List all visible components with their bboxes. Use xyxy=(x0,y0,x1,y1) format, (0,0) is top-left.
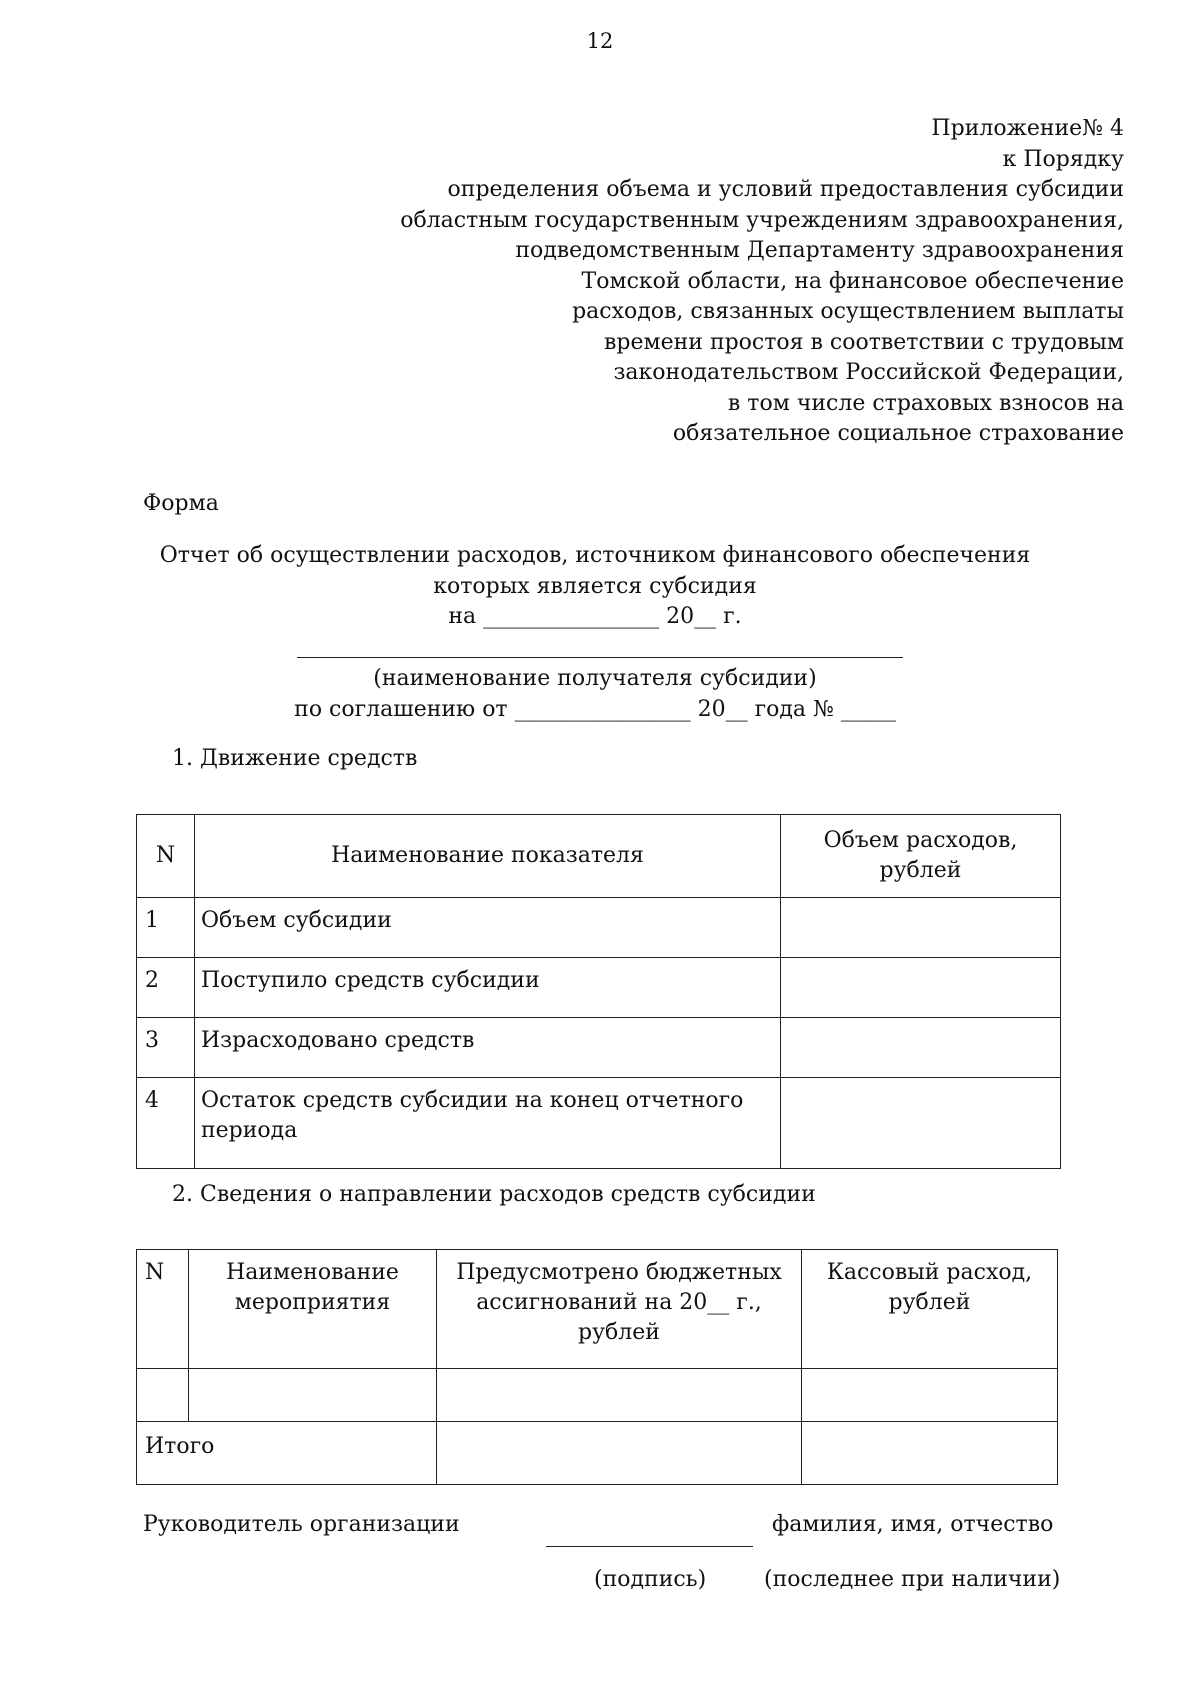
signature-blank-line xyxy=(546,1546,753,1547)
table-header-row xyxy=(137,815,1061,898)
appendix-line: в том числе страховых взносов на xyxy=(727,390,1124,416)
row-amount-cell[interactable] xyxy=(781,1018,1061,1078)
appendix-line: обязательное социальное страхование xyxy=(672,421,1124,446)
funds-movement-table xyxy=(136,814,1061,1169)
table-header-row xyxy=(137,1250,1058,1369)
column-header-planned xyxy=(437,1250,802,1369)
table-row xyxy=(137,1369,1058,1422)
recipient-block xyxy=(140,664,1050,725)
report-date-line: на ________________ 20__ г. xyxy=(448,604,742,629)
table-row xyxy=(137,958,1061,1018)
column-header-n: N xyxy=(137,1250,189,1369)
appendix-line: подведомственным Департаменту здравоохранения xyxy=(515,238,1124,263)
appendix-line: определения объема и условий предоставления субсидии xyxy=(447,177,1124,202)
empty-cash-cell[interactable] xyxy=(802,1369,1058,1422)
row-amount-cell[interactable] xyxy=(781,898,1061,958)
column-header-amount xyxy=(781,815,1061,898)
table-row xyxy=(137,898,1061,958)
header-line: Кассовый расход, xyxy=(826,1260,1033,1285)
empty-planned-cell[interactable] xyxy=(437,1369,802,1422)
appendix-line: времени простоя в соответствии с трудовым xyxy=(604,329,1124,355)
header-line: Наименование xyxy=(226,1260,399,1285)
empty-n-cell[interactable] xyxy=(137,1369,189,1422)
expense-direction-table xyxy=(136,1249,1058,1485)
patronymic-note: (последнее при наличии) xyxy=(764,1567,1061,1592)
report-title-line: Отчет об осуществлении расходов, источником финансового обеспечения xyxy=(159,543,1031,568)
appendix-line: Томской области, на финансовое обеспечение xyxy=(581,268,1124,294)
form-label: Форма xyxy=(143,491,219,516)
header-line: рублей xyxy=(578,1320,660,1345)
appendix-line: областным государственным учреждениям здравоохранения, xyxy=(400,207,1124,233)
total-row xyxy=(137,1422,1058,1485)
total-cash-cell[interactable] xyxy=(802,1422,1058,1485)
row-number: 3 xyxy=(137,1018,195,1078)
column-header-cash xyxy=(802,1250,1058,1369)
recipient-name-blank-line xyxy=(297,657,903,658)
header-line: ассигнований на 20__ г., xyxy=(476,1290,762,1315)
appendix-line: расходов, связанных осуществлением выплаты xyxy=(572,299,1124,324)
row-amount-cell[interactable] xyxy=(781,958,1061,1018)
header-line: рублей xyxy=(879,858,962,883)
header-line: Объем расходов, xyxy=(823,828,1018,853)
header-line: рублей xyxy=(888,1290,971,1315)
appendix-line: к Порядку xyxy=(1002,146,1124,172)
total-planned-cell[interactable] xyxy=(437,1422,802,1485)
appendix-line: Приложение№ 4 xyxy=(931,116,1124,141)
indicator-name-line: периода xyxy=(201,1118,298,1143)
table-row xyxy=(137,1018,1061,1078)
full-name-label: фамилия, имя, отчество xyxy=(772,1512,1054,1537)
row-indicator-name xyxy=(195,1078,781,1169)
head-of-organization-label: Руководитель организации xyxy=(143,1512,460,1537)
total-label: Итого xyxy=(137,1422,437,1485)
section-2-heading: 2. Сведения о направлении расходов средств субсидии xyxy=(172,1182,816,1207)
indicator-name-line: Остаток средств субсидии на конец отчетного xyxy=(201,1088,744,1113)
agreement-line: по соглашению от ________________ 20__ года № _____ xyxy=(294,696,896,722)
column-header-indicator: Наименование показателя xyxy=(195,815,781,898)
row-number: 1 xyxy=(137,898,195,958)
recipient-caption: (наименование получателя субсидии) xyxy=(373,666,817,691)
empty-event-cell[interactable] xyxy=(189,1369,437,1422)
row-number: 2 xyxy=(137,958,195,1018)
section-1-heading: 1. Движение средств xyxy=(172,746,418,771)
row-amount-cell[interactable] xyxy=(781,1078,1061,1169)
page-number: 12 xyxy=(586,29,614,53)
column-header-event xyxy=(189,1250,437,1369)
row-number: 4 xyxy=(137,1078,195,1169)
report-title xyxy=(140,541,1050,633)
row-indicator-name: Поступило средств субсидии xyxy=(195,958,781,1018)
header-line: Предусмотрено бюджетных xyxy=(456,1260,782,1285)
signature-caption: (подпись) xyxy=(594,1567,707,1592)
row-indicator-name: Израсходовано средств xyxy=(195,1018,781,1078)
appendix-line: законодательством Российской Федерации, xyxy=(613,360,1124,385)
appendix-block xyxy=(364,114,1124,450)
table-row xyxy=(137,1078,1061,1169)
row-indicator-name: Объем субсидии xyxy=(195,898,781,958)
column-header-n: N xyxy=(137,815,195,898)
header-line: мероприятия xyxy=(234,1290,391,1315)
report-title-line: которых является субсидия xyxy=(433,573,757,599)
